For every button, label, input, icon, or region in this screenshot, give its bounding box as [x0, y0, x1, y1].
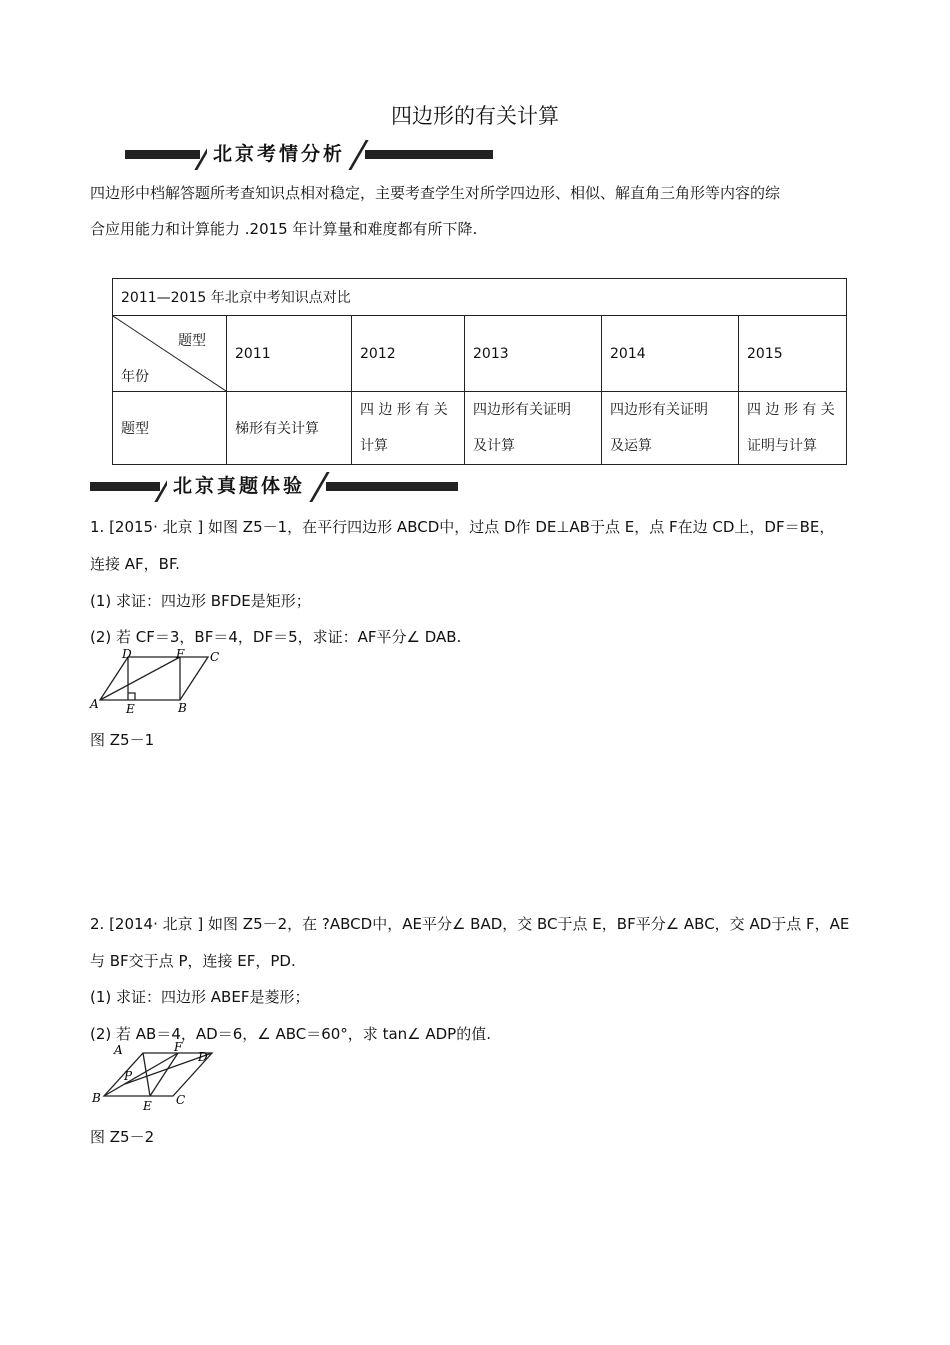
figure-z5-2	[88, 1040, 228, 1116]
table-cell	[739, 392, 847, 465]
q1-line-2: 连接 AF，BF.	[90, 555, 180, 573]
cell-text: 及计算	[473, 438, 515, 454]
point-label-e: E	[126, 702, 135, 716]
q1-part-2: (2) 若 CF＝3，BF＝4，DF＝5，求证：AF平分∠ DAB.	[90, 628, 462, 646]
table-cell	[602, 392, 739, 465]
q1-figure-caption: 图 Z5－1	[90, 731, 155, 749]
year-header: 2012	[352, 316, 465, 392]
q1-line-1: 1. [2015· 北京 ] 如图 Z5－1，在平行四边形 ABCD中，过点 D作 DE⊥AB于点 E，点 F在边 CD上，DF＝BE，	[90, 518, 835, 536]
cell-text: 四 边 形 有 关	[747, 402, 835, 418]
point-label-e: E	[143, 1099, 152, 1113]
q1-part-1: (1) 求证：四边形 BFDE是矩形；	[90, 592, 311, 610]
corner-label-bottom: 年份	[121, 369, 149, 385]
table-cell	[465, 392, 602, 465]
point-label-c: C	[210, 650, 220, 664]
section-banner-label: 北京考情分析	[207, 140, 351, 168]
cell-text: 梯形有关计算	[235, 421, 319, 437]
q2-line-1: 2. [2014· 北京 ] 如图 Z5－2，在 ?ABCD中，AE平分∠ BAD，交 BC于点 E，BF平分∠ ABC，交 AD于点 F，AE	[90, 915, 850, 933]
cell-text: 四边形有关证明	[473, 402, 571, 418]
q2-line-2: 与 BF交于点 P，连接 EF，PD.	[90, 952, 296, 970]
figure-z5-1	[88, 646, 228, 718]
point-label-f: F	[174, 1040, 183, 1054]
year-header: 2011	[227, 316, 352, 392]
cell-text: 四边形有关证明	[610, 402, 708, 418]
row-label: 题型	[113, 392, 227, 465]
section-banner-analysis	[125, 140, 495, 168]
table-cell	[227, 392, 352, 465]
table-cell	[352, 392, 465, 465]
page-title: 四边形的有关计算	[391, 104, 559, 128]
point-label-c: C	[176, 1093, 186, 1107]
cell-text: 计算	[360, 438, 388, 454]
point-label-d: D	[198, 1050, 208, 1064]
point-label-b: B	[178, 701, 187, 715]
point-label-d: D	[122, 647, 132, 661]
point-label-a: A	[114, 1043, 123, 1057]
intro-line-1: 四边形中档解答题所考查知识点相对稳定，主要考查学生对所学四边形、相似、解直角三角形等内容的综	[90, 184, 781, 202]
intro-line-2: 合应用能力和计算能力 .2015 年计算量和难度都有所下降.	[90, 220, 478, 238]
q2-part-2: (2) 若 AB＝4，AD＝6，∠ ABC＝60°，求 tan∠ ADP的值.	[90, 1025, 491, 1043]
cell-text: 证明与计算	[747, 438, 817, 454]
year-header: 2015	[739, 316, 847, 392]
table-caption: 2011—2015 年北京中考知识点对比	[113, 279, 847, 316]
point-label-p: P	[124, 1069, 133, 1083]
point-label-b: B	[92, 1091, 101, 1105]
point-label-a: A	[90, 697, 99, 711]
year-header: 2013	[465, 316, 602, 392]
cell-text: 及运算	[610, 438, 652, 454]
point-label-f: F	[176, 647, 185, 661]
cell-text: 四 边 形 有 关	[360, 402, 448, 418]
q2-part-1: (1) 求证：四边形 ABEF是菱形；	[90, 988, 310, 1006]
year-header: 2014	[602, 316, 739, 392]
corner-label-top: 题型	[178, 333, 206, 349]
q2-figure-caption: 图 Z5－2	[90, 1128, 155, 1146]
section-banner-label: 北京真题体验	[167, 472, 311, 500]
table-corner-cell	[113, 316, 227, 392]
section-banner-exam	[90, 472, 460, 500]
knowledge-comparison-table	[112, 278, 847, 465]
